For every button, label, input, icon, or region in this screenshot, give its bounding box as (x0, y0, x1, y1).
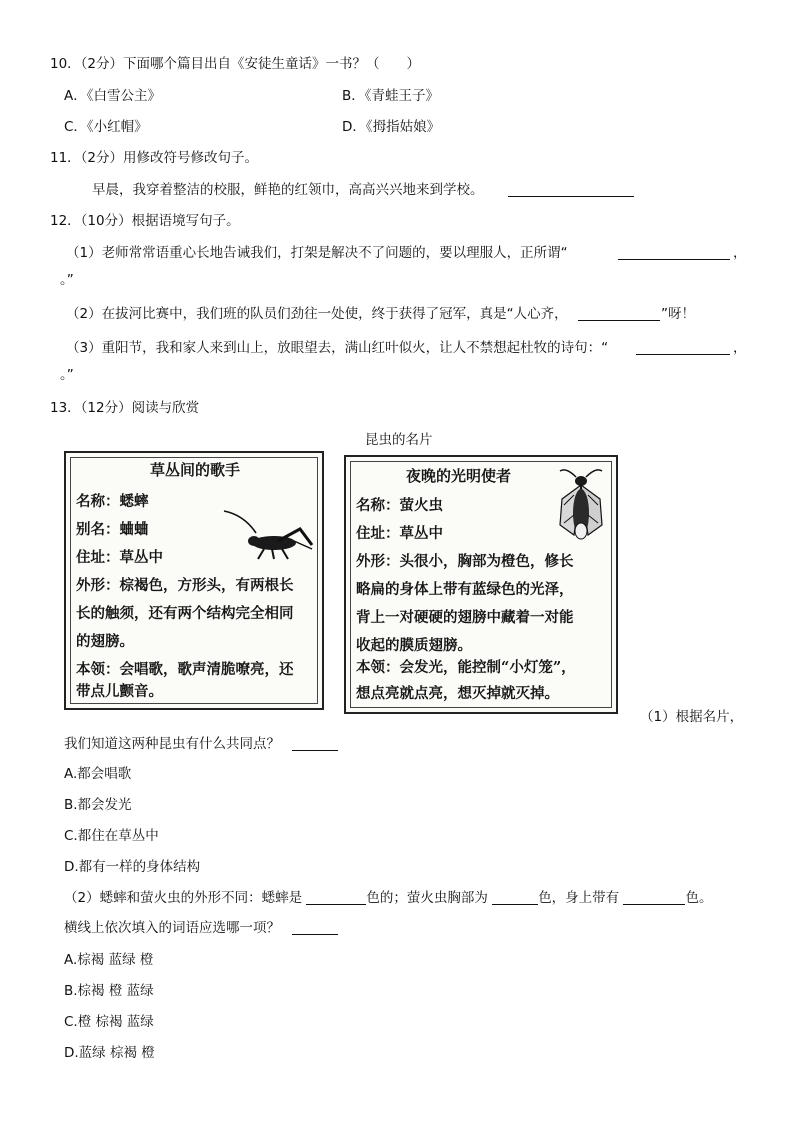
q10-option-c[interactable]: C．《小红帽》 (64, 119, 148, 135)
q11-stem: 11．（2分）用修改符号修改句子。 (50, 150, 259, 166)
q10-option-a[interactable]: A．《白雪公主》 (64, 88, 161, 104)
firefly-name: 名称：萤火虫 (356, 497, 443, 514)
q13-sub1-question: 我们知道这两种昆虫有什么共同点？ (64, 736, 280, 752)
q13-sub2-question: 横线上依次填入的词语应选哪一项？ (64, 920, 280, 936)
firefly-card-title: 夜晚的光明使者 (406, 467, 512, 485)
q13-sub2-option-c[interactable]: C.橙 棕褐 蓝绿 (64, 1014, 154, 1030)
cricket-illustration-icon (216, 505, 316, 561)
firefly-skill-1: 本领：会发光，能控制“小灯笼”， (356, 659, 576, 676)
firefly-appearance-3: 背上一对硬硬的翅膀中藏着一对能 (356, 609, 574, 626)
q13-sub1-option-c[interactable]: C.都住在草丛中 (64, 828, 159, 844)
q13-sub2-part-b: 色的；萤火虫胸部为 (366, 890, 493, 906)
q12-part1-end: 。” (60, 272, 74, 288)
q13-sub1-blank[interactable] (292, 736, 338, 752)
firefly-address: 住址：草丛中 (356, 525, 443, 542)
firefly-appearance-2: 略扁的身体上带有蓝绿色的光泽， (356, 581, 574, 598)
q10-stem: 10．（2分）下面哪个篇目出自《安徒生童话》一书？（ ） (50, 56, 421, 72)
firefly-illustration-icon (552, 465, 610, 545)
cricket-card (64, 451, 324, 710)
q12-part2-text: （2）在拔河比赛中，我们班的队员们劲往一处使，终于获得了冠军，真是“人心齐， (66, 306, 568, 322)
q13-sub2-blank-1[interactable] (306, 890, 366, 905)
q12-part2-end: ”呀！ (661, 306, 695, 322)
q13-sub2-part-c: 色，身上带有 (538, 890, 624, 906)
q13-sub2-text (64, 890, 712, 906)
q11-answer-blank[interactable] (508, 182, 634, 198)
firefly-skill-2: 想点亮就点亮，想灭掉就灭掉。 (356, 685, 559, 702)
q13-stem: 13．（12分）阅读与欣赏 (50, 400, 200, 416)
cricket-address: 住址：草丛中 (76, 549, 163, 566)
q13-sub2-option-d[interactable]: D.蓝绿 棕褐 橙 (64, 1045, 155, 1061)
firefly-appearance-1: 外形：头很小，胸部为橙色，修长 (356, 553, 574, 570)
cricket-appearance-3: 的翅膀。 (76, 633, 134, 650)
cricket-alias: 别名：蛐蛐 (76, 521, 149, 538)
q13-sub1-lead: （1）根据名片， (640, 709, 744, 725)
q13-sub2-part-d: 色。 (685, 890, 713, 906)
firefly-card (344, 455, 618, 714)
q13-sub2-blank-3[interactable] (623, 890, 685, 905)
q12-part3-end: 。” (60, 367, 74, 383)
q13-sub2-option-a[interactable]: A.棕褐 蓝绿 橙 (64, 952, 154, 968)
q12-part1-comma: ， (733, 245, 747, 261)
cricket-skill-1: 本领：会唱歌，歌声清脆嘹亮，还 (76, 661, 294, 678)
q13-sub2-answer-blank[interactable] (292, 920, 338, 936)
q13-sub1-option-b[interactable]: B.都会发光 (64, 797, 132, 813)
cricket-name: 名称：蟋蟀 (76, 493, 149, 510)
q13-sub2-blank-2[interactable] (492, 890, 538, 905)
q13-sub1-option-d[interactable]: D.都有一样的身体结构 (64, 859, 201, 875)
q12-part1-blank[interactable] (618, 245, 730, 261)
cricket-appearance-1: 外形：棕褐色，方形头，有两根长 (76, 577, 294, 594)
q12-part3-blank[interactable] (636, 340, 730, 356)
figure-title: 昆虫的名片 (365, 432, 433, 448)
q12-stem: 12．（10分）根据语境写句子。 (50, 213, 240, 229)
cricket-skill-2: 带点儿颤音。 (76, 683, 163, 700)
firefly-appearance-4: 收起的膜质翅膀。 (356, 637, 472, 654)
q13-sub1-option-a[interactable]: A.都会唱歌 (64, 766, 132, 782)
q13-sub2-part-a: （2）蟋蟀和萤火虫的外形不同：蟋蟀是 (64, 890, 307, 906)
q12-part1-text: （1）老师常常语重心长地告诫我们，打架是解决不了问题的，要以理服人，正所谓“ (66, 245, 568, 261)
q12-part2-blank[interactable] (578, 306, 660, 322)
q10-option-d[interactable]: D．《拇指姑娘》 (342, 119, 441, 135)
cricket-appearance-2: 长的触须，还有两个结构完全相同 (76, 605, 294, 622)
q13-sub2-option-b[interactable]: B.棕褐 橙 蓝绿 (64, 983, 154, 999)
q11-sentence: 早晨，我穿着整洁的校服，鲜艳的红领巾，高高兴兴地来到学校。 (92, 182, 484, 198)
q10-option-b[interactable]: B．《青蛙王子》 (342, 88, 440, 104)
cricket-card-title: 草丛间的歌手 (150, 461, 241, 479)
q12-part3-comma: ， (733, 340, 747, 356)
q12-part3-text: （3）重阳节，我和家人来到山上，放眼望去，满山红叶似火，让人不禁想起杜牧的诗句：“ (66, 340, 609, 356)
